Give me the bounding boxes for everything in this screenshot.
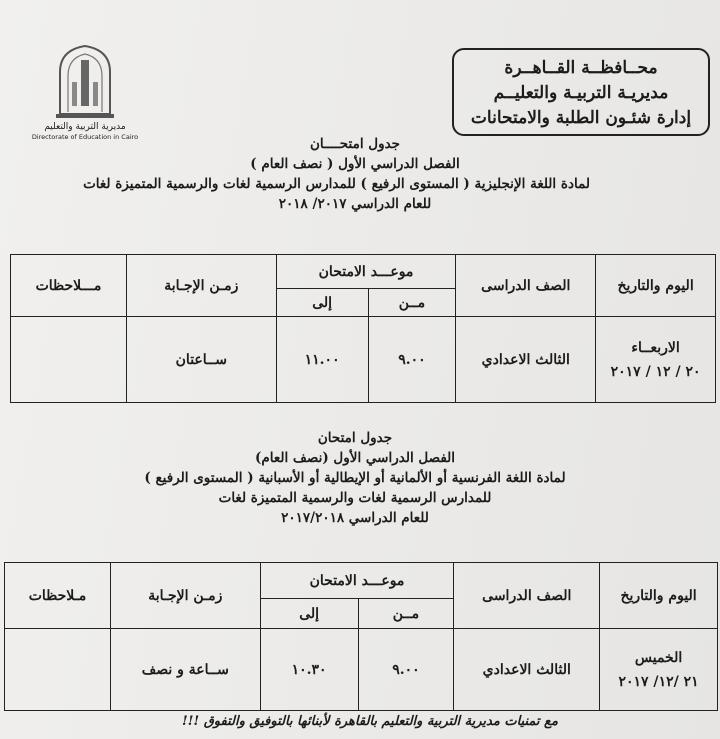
section1-title-line: الفصل الدراسي الأول ( نصف العام ) xyxy=(250,156,460,172)
logo-arabic-text: مديرية التربية والتعليم xyxy=(44,122,126,132)
cell-date: ٢٠ / ١٢ / ٢٠١٧ xyxy=(610,363,701,380)
cell-day: الاربعــاء xyxy=(631,339,680,356)
header-exam-time: موعـــد الامتحان xyxy=(276,255,456,289)
cell-from: ٩.٠٠ xyxy=(358,629,454,711)
cairo-emblem-icon xyxy=(50,42,120,122)
cell-notes xyxy=(5,629,111,711)
cell-notes xyxy=(11,317,127,403)
cell-to: ١١.٠٠ xyxy=(276,317,368,403)
header-department: إدارة شئـون الطلبة والامتحانات xyxy=(470,108,692,128)
header-duration: زمـن الإجـابة xyxy=(110,563,260,629)
header-directorate: مديريـة التربيـة والتعليــم xyxy=(493,83,669,103)
header-grade: الصف الدراسى xyxy=(456,255,596,317)
cell-day-date xyxy=(596,317,716,403)
cell-duration: ســاعة و نصف xyxy=(110,629,260,711)
logo-english-text: Directorate of Education in Cairo xyxy=(31,133,139,141)
cell-date: ٢١ /١٢/ ٢٠١٧ xyxy=(618,673,699,690)
section2-title-line: للعام الدراسي ٢٠١٧/٢٠١٨ xyxy=(281,510,429,526)
header-to: إلى xyxy=(276,289,368,317)
cell-day-date xyxy=(600,629,718,711)
header-governorate: محــافظــة القــاهــرة xyxy=(504,58,658,78)
cell-duration: ســاعتان xyxy=(126,317,276,403)
section2-exam-table xyxy=(4,562,718,711)
cell-day: الخميس xyxy=(634,649,683,666)
header-notes: مـــلاحظات xyxy=(11,255,127,317)
section1-title-line: جدول امتحــــان xyxy=(309,136,401,152)
header-from: مــن xyxy=(358,599,454,629)
table-row xyxy=(11,317,716,403)
header-grade: الصف الدراسى xyxy=(454,563,600,629)
cell-grade: الثالث الاعدادي xyxy=(456,317,596,403)
section1-title-line: لمادة اللغة الإنجليزية ( المستوى الرفيع ) للمدارس الرسمية لغات والرسمية المتميزة لغات xyxy=(83,176,590,192)
table-row xyxy=(5,629,718,711)
header-exam-time: موعـــد الامتحان xyxy=(260,563,454,599)
cell-from: ٩.٠٠ xyxy=(368,317,456,403)
header-duration: زمـن الإجـابة xyxy=(126,255,276,317)
section2-title-line: جدول امتحان xyxy=(317,430,393,446)
cell-grade: الثالث الاعدادي xyxy=(454,629,600,711)
section2-title-line: للمدارس الرسمية لغات والرسمية المتميزة لغات xyxy=(218,490,492,506)
header-notes: مـلاحظات xyxy=(5,563,111,629)
header-day-date: اليوم والتاريخ xyxy=(596,255,716,317)
section1-titles xyxy=(83,134,590,214)
section1-exam-table xyxy=(10,254,716,403)
section2-title-line: لمادة اللغة الفرنسية أو الألمانية أو الإيطالية أو الأسبانية ( المستوى الرفيع ) xyxy=(144,470,566,486)
cell-to: ١٠.٣٠ xyxy=(260,629,358,711)
header-box xyxy=(452,48,710,136)
section2-title-line: الفصل الدراسي الأول (نصف العام) xyxy=(254,450,456,466)
header-from: مــن xyxy=(368,289,456,317)
footer-wishes: مع تمنيات مديرية التربية والتعليم بالقاهرة لأبنائها بالتوفيق والتفوق !!! xyxy=(182,714,558,729)
section1-title-line: للعام الدراسي ٢٠١٧/ ٢٠١٨ xyxy=(278,196,432,212)
header-to: إلى xyxy=(260,599,358,629)
header-day-date: اليوم والتاريخ xyxy=(600,563,718,629)
section2-titles xyxy=(120,428,590,528)
